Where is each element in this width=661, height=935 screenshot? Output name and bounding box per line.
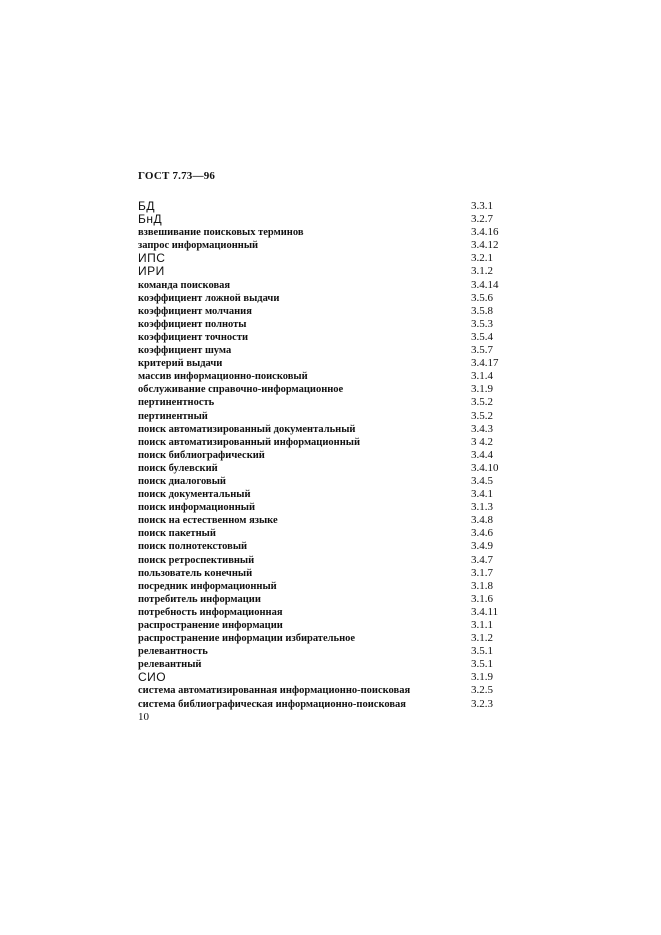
index-term: поиск диалоговый xyxy=(138,475,226,487)
index-term: поиск полнотекстовый xyxy=(138,541,248,553)
index-ref: 3.5.4 xyxy=(471,330,493,343)
index-entry xyxy=(138,567,518,580)
index-term: распространение информации xyxy=(138,620,283,631)
index-entry xyxy=(138,619,518,632)
index-term: поиск автоматизированный информационный xyxy=(138,436,360,448)
index-term: поиск документальный xyxy=(138,489,251,501)
page-number: 10 xyxy=(138,711,149,723)
index-term: коэффициент шума xyxy=(138,345,232,357)
index-term: посредник информационный xyxy=(138,580,277,592)
index-term: поиск информационный xyxy=(138,502,256,514)
index-entry xyxy=(138,292,518,305)
index-entry xyxy=(138,462,518,475)
index-term: коэффициент полноты xyxy=(138,318,247,330)
index-entry xyxy=(138,200,518,213)
index-term: взвешивание поисковых терминов xyxy=(138,227,304,239)
index-ref: 3.5.3 xyxy=(471,317,493,330)
index-ref: 3.1.7 xyxy=(471,566,493,579)
index-term: поиск библиографический xyxy=(138,449,265,461)
index-entry xyxy=(138,514,518,527)
index-term: поиск на естественном языке xyxy=(138,515,278,527)
index-ref: 3.5.1 xyxy=(471,658,493,671)
index-ref: 3.4.6 xyxy=(471,527,493,540)
index-term: запрос информационный xyxy=(138,240,259,252)
term-index xyxy=(138,200,518,711)
index-ref: 3.4.5 xyxy=(471,474,493,487)
index-entry xyxy=(138,279,518,292)
index-term: пертинентный xyxy=(138,410,208,422)
index-term: СИО xyxy=(138,670,167,685)
index-ref: 3.4.14 xyxy=(471,278,499,291)
index-ref: 3.4.7 xyxy=(471,553,493,566)
index-entry xyxy=(138,331,518,344)
index-ref: 3.1.6 xyxy=(471,592,493,605)
index-entry xyxy=(138,436,518,449)
index-ref: 3.1.2 xyxy=(471,265,493,278)
index-term: критерий выдачи xyxy=(138,358,223,370)
index-ref: 3.1.1 xyxy=(471,619,493,631)
index-ref: 3.4.8 xyxy=(471,514,493,527)
index-entry xyxy=(138,383,518,396)
document-header: ГОСТ 7.73—96 xyxy=(138,170,216,182)
index-entry xyxy=(138,318,518,331)
index-term: коэффициент ложной выдачи xyxy=(138,292,280,304)
index-term: пользователь конечный xyxy=(138,567,253,579)
index-term: команда поисковая xyxy=(138,279,231,291)
index-entry xyxy=(138,410,518,423)
index-entry xyxy=(138,449,518,462)
index-ref: 3.5.6 xyxy=(471,291,493,304)
index-ref: 3.1.3 xyxy=(471,501,493,514)
index-ref: 3.4.9 xyxy=(471,540,493,553)
index-ref: 3.1.2 xyxy=(471,632,493,645)
index-ref: 3.4.17 xyxy=(471,357,499,370)
index-ref: 3.1.9 xyxy=(471,671,493,684)
index-term: массив информационно-поисковый xyxy=(138,371,308,383)
index-ref: 3.1.9 xyxy=(471,383,493,396)
index-entry xyxy=(138,554,518,567)
index-term: коэффициент молчания xyxy=(138,305,252,317)
index-entry xyxy=(138,658,518,671)
index-term: коэффициент точности xyxy=(138,331,249,343)
index-term: система библиографическая информационно-поисковая xyxy=(138,698,406,710)
index-ref: 3.3.1 xyxy=(471,200,493,212)
index-term: потребность информационная xyxy=(138,606,283,618)
index-entry xyxy=(138,475,518,488)
index-entry xyxy=(138,423,518,436)
index-entry xyxy=(138,645,518,658)
index-entry xyxy=(138,239,518,252)
index-entry xyxy=(138,357,518,370)
index-ref: 3.2.5 xyxy=(471,684,493,697)
index-entry xyxy=(138,213,518,226)
index-entry xyxy=(138,305,518,318)
index-entry xyxy=(138,527,518,540)
index-entry xyxy=(138,580,518,593)
index-ref: 3.4.11 xyxy=(471,605,499,618)
index-ref: 3.5.7 xyxy=(471,344,493,357)
index-entry xyxy=(138,370,518,383)
index-ref: 3.5.8 xyxy=(471,304,493,317)
index-entry xyxy=(138,593,518,606)
index-entry xyxy=(138,226,518,239)
index-ref: 3.4.3 xyxy=(471,422,493,435)
index-entry xyxy=(138,344,518,357)
index-entry xyxy=(138,501,518,514)
index-entry xyxy=(138,252,518,265)
index-term: поиск автоматизированный документальный xyxy=(138,423,356,435)
index-term: система автоматизированная информационно-поисковая xyxy=(138,685,411,697)
index-ref: 3.4.16 xyxy=(471,226,499,239)
index-term: поиск ретроспективный xyxy=(138,554,255,566)
index-term: ИРИ xyxy=(138,264,165,279)
index-term: релевантность xyxy=(138,646,208,658)
index-entry xyxy=(138,606,518,619)
index-term: обслуживание справочно-информационное xyxy=(138,384,344,396)
index-ref: 3.5.2 xyxy=(471,396,493,409)
index-entry xyxy=(138,265,518,278)
index-term: поиск пакетный xyxy=(138,528,216,540)
index-term: распространение информации избирательное xyxy=(138,633,356,645)
index-entry xyxy=(138,684,518,697)
index-entry xyxy=(138,488,518,501)
index-ref: 3.4.12 xyxy=(471,239,499,252)
index-ref: 3 4.2 xyxy=(471,435,493,448)
index-ref: 3.1.8 xyxy=(471,579,493,592)
index-term: ИПС xyxy=(138,251,166,266)
index-term: БнД xyxy=(138,212,163,227)
index-entry xyxy=(138,396,518,409)
index-entry xyxy=(138,671,518,684)
index-term: поиск булевский xyxy=(138,462,218,474)
index-ref: 3.2.7 xyxy=(471,213,493,226)
index-entry xyxy=(138,698,518,711)
index-ref: 3.5.2 xyxy=(471,409,493,422)
index-ref: 3.2.3 xyxy=(471,697,493,710)
index-term: потребитель информации xyxy=(138,593,261,605)
index-entry xyxy=(138,540,518,553)
index-term: БД xyxy=(138,199,156,213)
index-ref: 3.2.1 xyxy=(471,252,493,265)
index-ref: 3.4.10 xyxy=(471,461,499,474)
index-entry xyxy=(138,632,518,645)
index-ref: 3.4.4 xyxy=(471,448,493,461)
index-term: пертинентность xyxy=(138,397,215,409)
index-ref: 3.1.4 xyxy=(471,370,493,383)
index-ref: 3.5.1 xyxy=(471,645,493,658)
index-term: релевантный xyxy=(138,659,202,671)
index-ref: 3.4.1 xyxy=(471,488,493,501)
